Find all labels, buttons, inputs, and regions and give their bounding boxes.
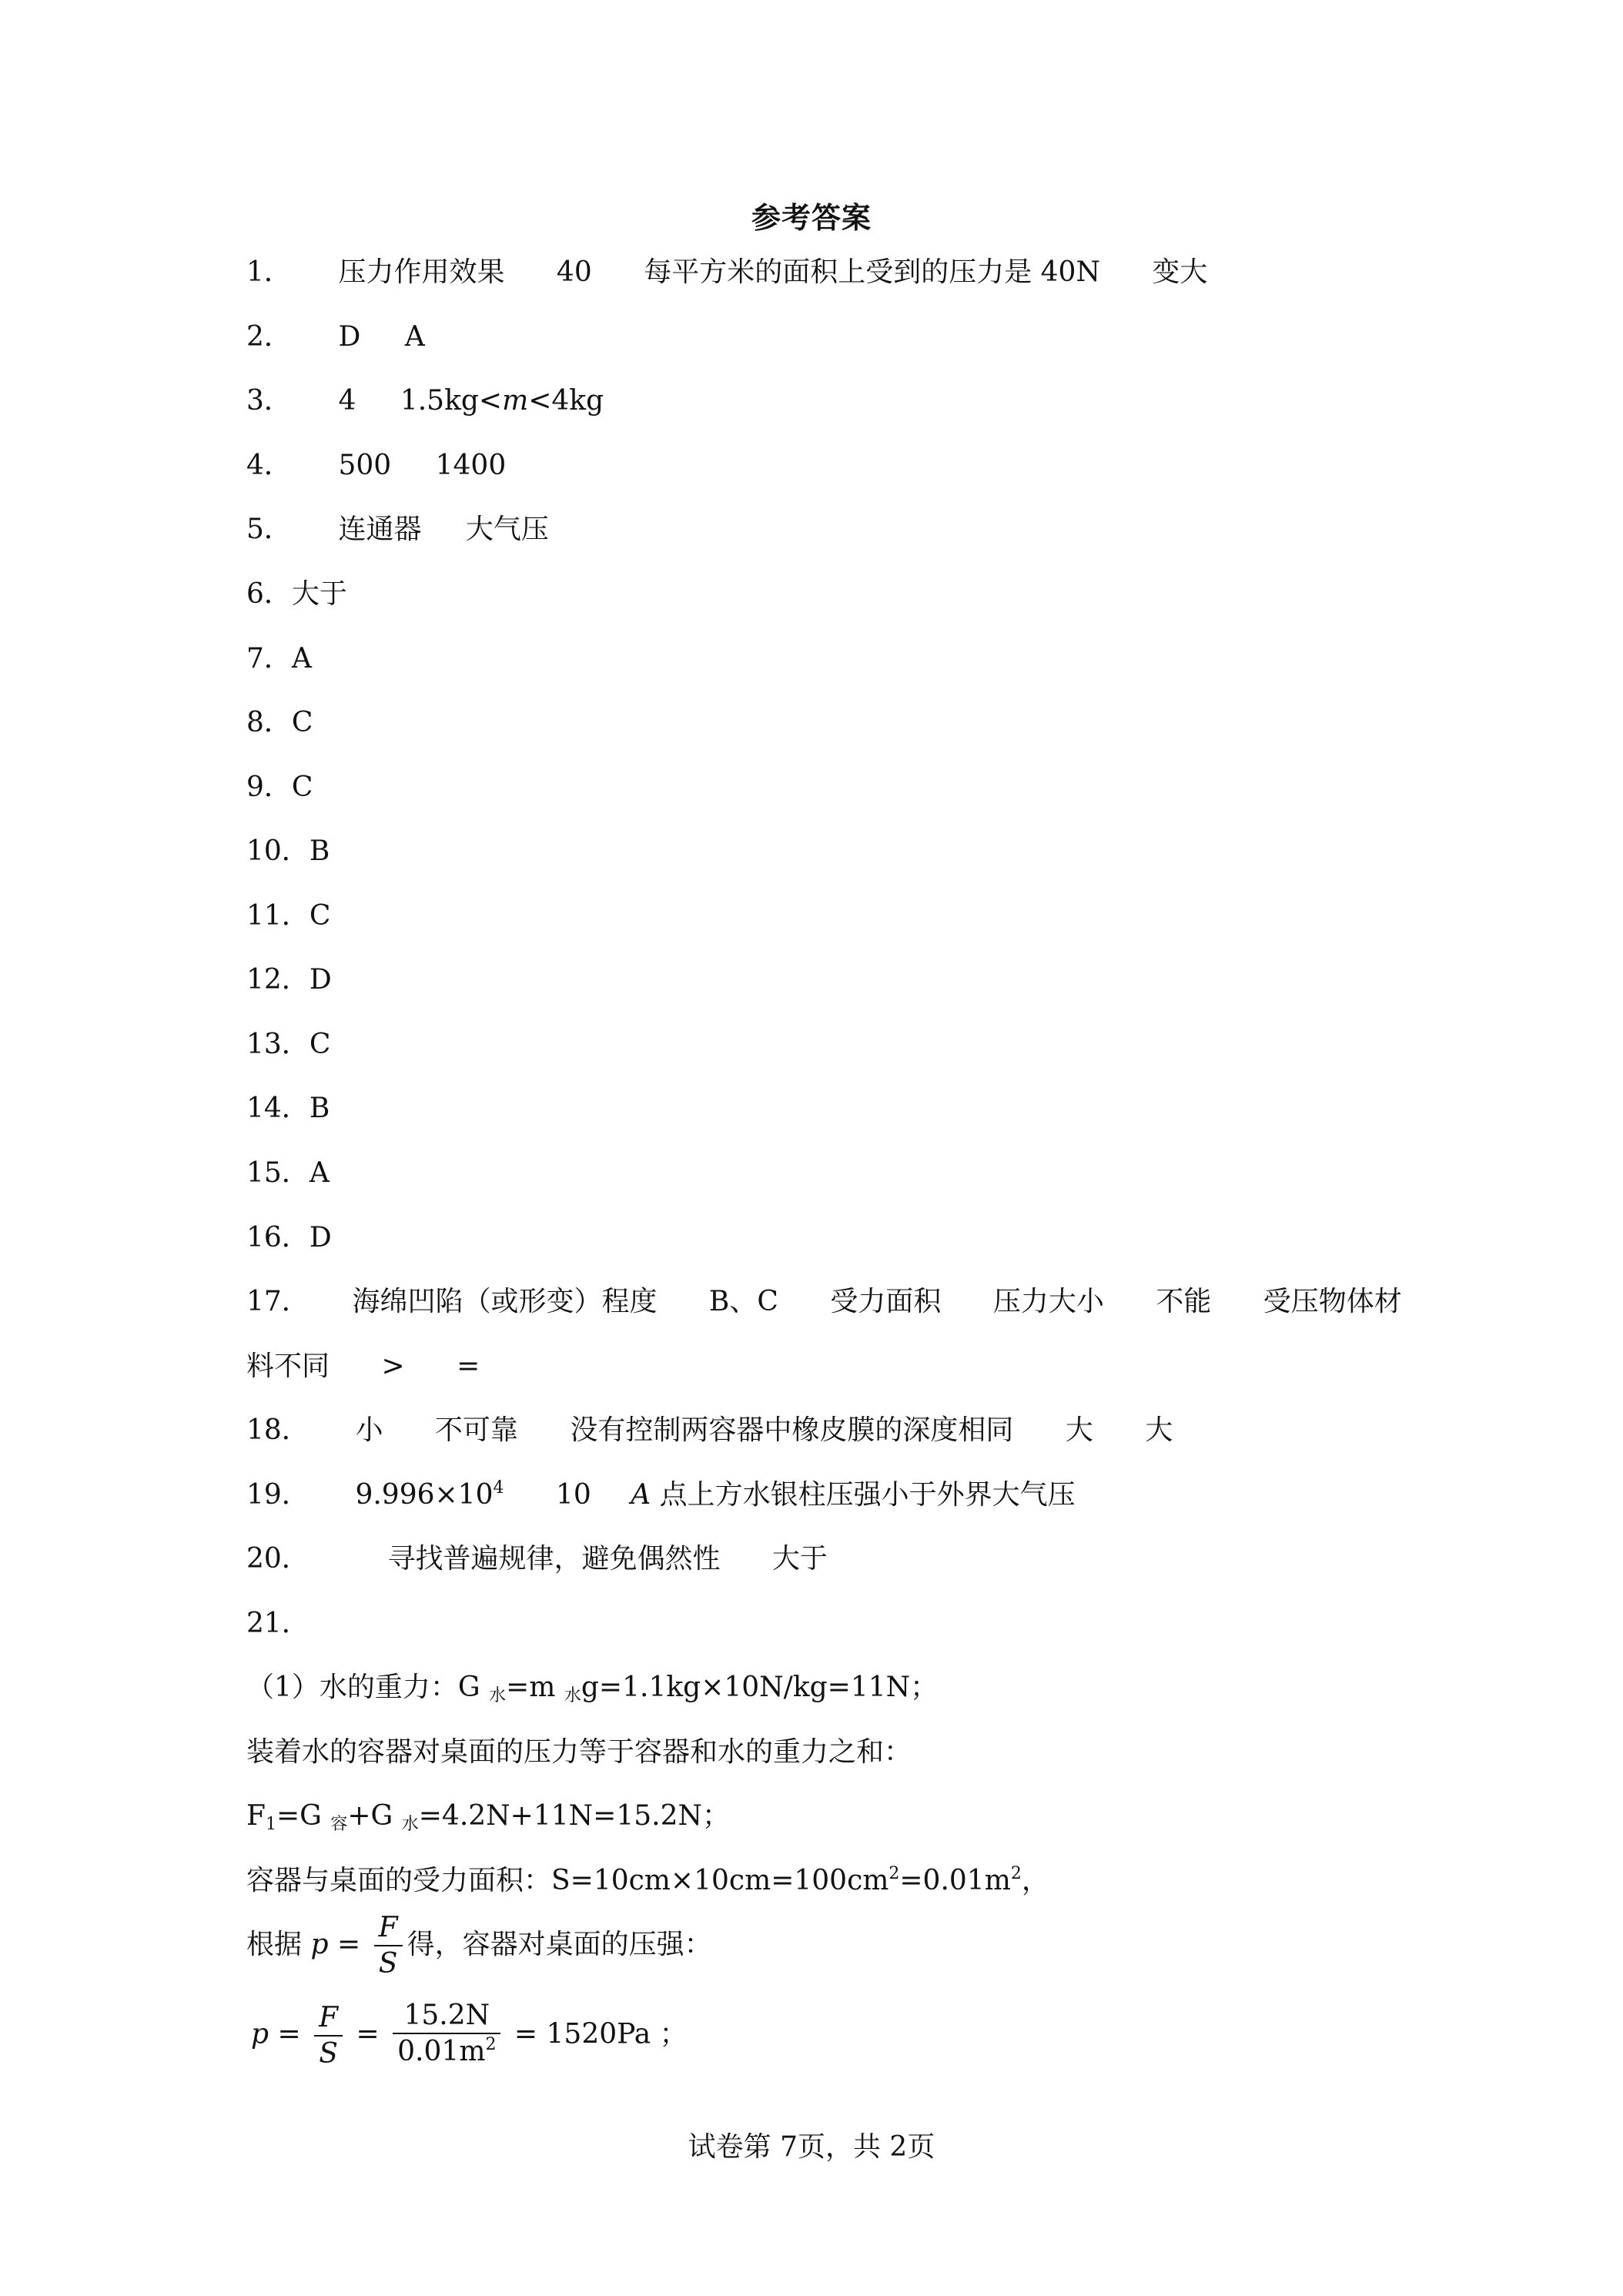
fraction xyxy=(374,1911,403,1982)
answer-number: 12． xyxy=(246,964,310,996)
answer-part: D xyxy=(309,1222,332,1253)
answer-number: 7． xyxy=(246,643,292,674)
answer-number: 13． xyxy=(246,1029,310,1060)
solution-text: F xyxy=(246,1800,266,1832)
answer-part: 10 xyxy=(555,1479,591,1511)
subscript: 水 xyxy=(564,1686,581,1705)
answer-number: 2． xyxy=(246,321,292,353)
answer-11 xyxy=(246,898,330,935)
answer-number: 11． xyxy=(246,900,310,932)
solution-line-3 xyxy=(246,1798,730,1839)
answer-part: 大于 xyxy=(771,1543,828,1575)
solution-text: 根据 xyxy=(246,1929,303,1960)
answer-part: 没有控制两容器中橡皮膜的深度相同 xyxy=(570,1414,1014,1446)
answer-part: 料不同 xyxy=(246,1350,330,1382)
answer-15 xyxy=(246,1155,330,1192)
solution-text: ， xyxy=(1021,1865,1049,1896)
answer-number: 1． xyxy=(246,256,292,288)
answer-14 xyxy=(246,1090,330,1127)
answer-8 xyxy=(246,705,313,741)
answer-part: 大气压 xyxy=(465,514,549,545)
answer-part: 点上方水银柱压强小于外界大气压 xyxy=(659,1479,1076,1511)
answer-part: 4 xyxy=(338,385,356,417)
solution-text: （1）水的重力：G xyxy=(246,1672,490,1703)
fraction-numerator: F xyxy=(314,2001,343,2037)
answer-part: > xyxy=(381,1350,405,1382)
fraction xyxy=(393,1999,500,2073)
formula-variable: p xyxy=(310,1929,329,1960)
subscript: 容 xyxy=(330,1815,348,1834)
answer-7 xyxy=(246,641,312,678)
answer-part: 受压物体材 xyxy=(1263,1286,1402,1317)
answer-part: 不能 xyxy=(1156,1286,1212,1317)
answer-part: 1400 xyxy=(435,450,507,481)
answer-part: 寻找普遍规律，避免偶然性 xyxy=(387,1543,721,1575)
formula-text: = 1520Pa ； xyxy=(505,2018,688,2050)
answer-part: 压力作用效果 xyxy=(338,256,505,288)
answer-number: 18． xyxy=(246,1414,310,1446)
answer-5 xyxy=(246,511,549,548)
answer-number: 9． xyxy=(246,771,292,803)
answer-13 xyxy=(246,1026,330,1063)
answer-number: 5． xyxy=(246,514,292,545)
answer-number: 17． xyxy=(246,1286,310,1317)
answer-part: 小 xyxy=(355,1414,383,1446)
answer-number: 21． xyxy=(246,1608,310,1639)
solution-text: =0.01m xyxy=(899,1865,1011,1896)
answer-number: 14． xyxy=(246,1093,310,1124)
answer-part: D xyxy=(338,321,361,353)
answer-part: A xyxy=(309,1157,330,1189)
answer-part: 不可靠 xyxy=(434,1414,518,1446)
fraction-numerator: F xyxy=(374,1911,403,1946)
solution-text: 容器与桌面的受力面积：S=10cm×10cm=100cm xyxy=(246,1865,889,1896)
solution-text: 得，容器对桌面的压强： xyxy=(407,1929,712,1960)
answer-part: C xyxy=(291,771,313,803)
answer-part: 变大 xyxy=(1152,256,1208,288)
answer-16 xyxy=(246,1220,332,1257)
answer-part: 500 xyxy=(338,450,392,481)
subscript: 1 xyxy=(265,1815,276,1834)
answer-part: 大于 xyxy=(291,578,347,610)
answer-part: <4kg xyxy=(528,385,604,417)
answer-part: A xyxy=(404,321,425,353)
answer-part: 9.996×10 xyxy=(355,1479,494,1511)
answer-1 xyxy=(246,254,1207,291)
formula-text: = xyxy=(269,2018,310,2050)
answer-part: B xyxy=(309,1093,330,1124)
answer-part: C xyxy=(309,900,331,932)
answer-part: 每平方米的面积上受到的压力是 40N xyxy=(644,256,1100,288)
answer-part: 海绵凹陷（或形变）程度 xyxy=(352,1286,658,1317)
answer-part: B xyxy=(309,835,330,867)
answer-20 xyxy=(246,1541,828,1578)
solution-line-1 xyxy=(246,1669,938,1710)
formula-text: = xyxy=(347,2018,389,2050)
answer-part: 1.5kg< xyxy=(400,385,503,417)
formula-variable: p xyxy=(251,2018,269,2050)
page-footer: 试卷第 7页，共 2页 xyxy=(688,2131,935,2163)
answer-part: 受力面积 xyxy=(830,1286,942,1317)
answer-10 xyxy=(246,833,330,870)
answer-part-variable: m xyxy=(502,385,529,417)
answer-19 xyxy=(246,1477,1076,1518)
solution-text: g=1.1kg×10N/kg=11N； xyxy=(581,1672,939,1703)
solution-text: =G xyxy=(276,1800,331,1832)
solution-text: +G xyxy=(347,1800,402,1832)
superscript: 2 xyxy=(888,1864,900,1883)
answer-3 xyxy=(246,383,604,420)
answer-part: 40 xyxy=(556,256,592,288)
answer-part: A xyxy=(291,643,312,674)
fraction-numerator: 15.2N xyxy=(393,1999,500,2034)
superscript: 2 xyxy=(485,2035,497,2054)
fraction xyxy=(314,2001,343,2072)
answer-part: = xyxy=(457,1350,480,1382)
answer-part: 大 xyxy=(1065,1414,1093,1446)
answer-number: 3． xyxy=(246,385,292,417)
formula-text: = xyxy=(328,1929,370,1960)
answer-9 xyxy=(246,769,313,806)
page-title: 参考答案 xyxy=(751,200,872,235)
answer-number: 16． xyxy=(246,1222,310,1253)
subscript: 水 xyxy=(489,1686,507,1705)
fraction-denominator: S xyxy=(378,1948,398,1980)
solution-line-6 xyxy=(251,1999,688,2073)
answer-2 xyxy=(246,319,425,356)
answer-number: 15． xyxy=(246,1157,310,1189)
answer-18 xyxy=(246,1412,1173,1449)
solution-line-4 xyxy=(246,1863,1049,1903)
answer-part: D xyxy=(309,964,332,996)
answer-number: 19． xyxy=(246,1479,310,1511)
answer-number: 20． xyxy=(246,1543,310,1575)
answer-number: 8． xyxy=(246,707,292,738)
fraction-denominator: S xyxy=(319,2037,338,2070)
answer-part: B、C xyxy=(708,1286,778,1317)
solution-text: =m xyxy=(506,1672,564,1703)
answer-part: C xyxy=(291,707,313,738)
answer-number: 10． xyxy=(246,835,310,867)
answer-part-exponent: 4 xyxy=(493,1478,504,1498)
answer-17-continued xyxy=(246,1348,480,1385)
answer-21 xyxy=(246,1605,310,1642)
answer-part: C xyxy=(309,1029,331,1060)
answer-17 xyxy=(246,1284,1402,1320)
solution-text: =4.2N+11N=15.2N； xyxy=(418,1800,730,1832)
superscript: 2 xyxy=(1010,1864,1022,1883)
answer-part: 大 xyxy=(1145,1414,1173,1446)
answer-part: 压力大小 xyxy=(992,1286,1104,1317)
fraction-denominator: 0.01m xyxy=(397,2036,486,2067)
answer-12 xyxy=(246,962,332,999)
answer-part: 连通器 xyxy=(338,514,422,545)
solution-line-5 xyxy=(246,1909,712,1982)
answer-6 xyxy=(246,576,347,613)
subscript: 水 xyxy=(401,1815,419,1834)
answer-4 xyxy=(246,447,506,484)
answer-number: 6． xyxy=(246,578,292,610)
answer-part-variable: A xyxy=(631,1479,651,1511)
solution-line-2: 装着水的容器对桌面的压力等于容器和水的重力之和： xyxy=(246,1736,912,1768)
answer-number: 4． xyxy=(246,450,292,481)
